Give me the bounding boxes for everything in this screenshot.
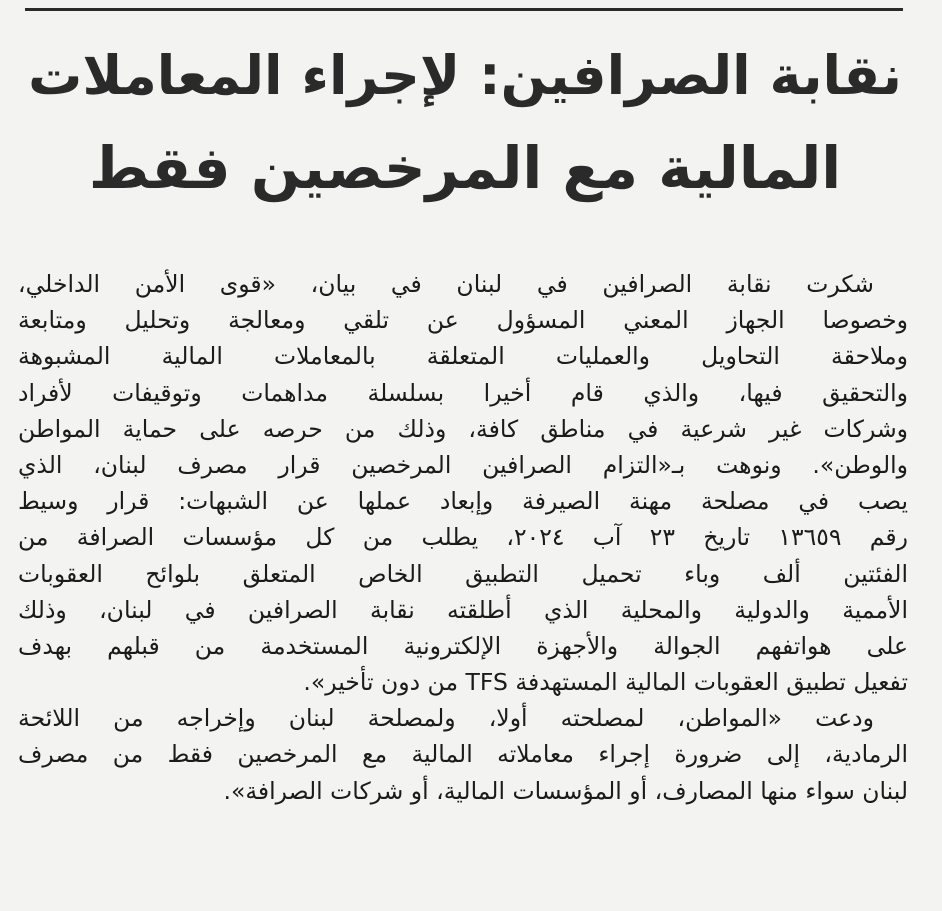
headline [25, 30, 905, 214]
body-line-13: ودعت «المواطن، لمصلحته أولا، ولمصلحة لبنان وإخراجه من اللائحة [18, 704, 874, 733]
body-line-15: لبنان سواء منها المصارف، أو المؤسسات المالية، أو شركات الصرافة». [223, 776, 908, 805]
headline-line-1: نقابة الصرافين: لإجراء المعاملات [28, 44, 902, 107]
body-line-3: وملاحقة التحاويل والعمليات المتعلقة بالمعاملات المالية المشبوهة [18, 342, 908, 371]
body-line-11: على هواتفهم الجوالة والأجهزة الإلكترونية المستخدمة من قبلهم بهدف [18, 631, 908, 660]
body-line-1: شكرت نقابة الصرافين في لبنان في بيان، «قوى الأمن الداخلي، [18, 270, 874, 298]
body-line-5: وشركات غير شرعية في مناطق كافة، وذلك من حرصه على حماية المواطن [18, 414, 908, 443]
top-rule-divider [25, 8, 903, 11]
body-line-12: تفعيل تطبيق العقوبات المالية المستهدفة TFS من دون تأخير». [303, 668, 908, 697]
body-line-6: والوطن». ونوهت بـ«التزام الصرافين المرخصين قرار مصرف لبنان، الذي [18, 450, 908, 479]
body-line-9: الفئتين ألف وباء تحميل التطبيق الخاص المتعلق بلوائح العقوبات [18, 559, 908, 588]
headline-line-2: المالية مع المرخصين فقط [88, 134, 842, 202]
body-line-7: يصب في مصلحة مهنة الصيرفة وإبعاد عملها عن الشبهات: قرار وسيط [18, 487, 908, 516]
body-line-4: والتحقيق فيها، والذي قام أخيرا بسلسلة مداهمات وتوقيفات لأفراد [18, 378, 908, 407]
body-line-14: الرمادية، إلى ضرورة إجراء معاملاته المالية مع المرخصين فقط من مصرف [18, 740, 908, 769]
body-line-8: رقم ١٣٦٥٩ تاريخ ٢٣ آب ٢٠٢٤، يطلب من كل مؤسسات الصرافة من [18, 523, 909, 552]
body-line-2: وخصوصا الجهاز المعني المسؤول عن تلقي ومعالجة وتحليل ومتابعة [18, 306, 908, 335]
body-line-10: الأممية والدولية والمحلية الذي أطلقته نقابة الصرافين في لبنان، وذلك [18, 595, 908, 624]
article-body [18, 266, 908, 809]
